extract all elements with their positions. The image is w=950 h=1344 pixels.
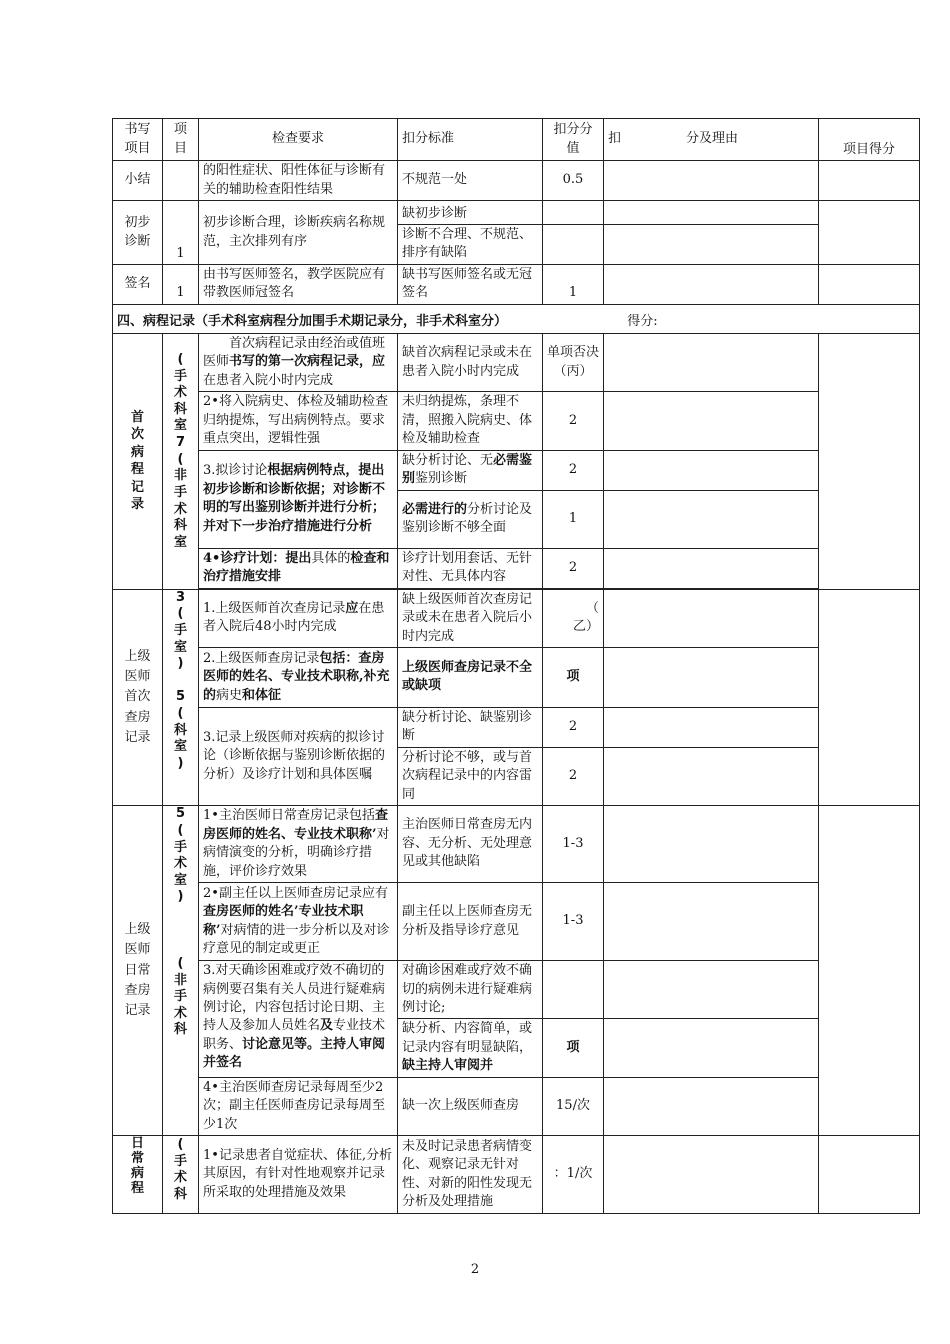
reason-cell[interactable] xyxy=(604,225,819,265)
header-requirement: 检查要求 xyxy=(199,119,398,161)
table-row xyxy=(113,961,920,1019)
table-row xyxy=(113,883,920,961)
header-reason: 扣 分及理由 xyxy=(604,119,819,161)
header-row xyxy=(113,119,920,161)
score-cell[interactable] xyxy=(819,265,920,305)
signature-value: 1 xyxy=(543,265,604,305)
table-row xyxy=(113,589,920,647)
reason-cell[interactable] xyxy=(604,1019,819,1077)
reason-cell[interactable] xyxy=(604,647,819,707)
senior-daily-name: 上级 医师 日常 查房 记录 xyxy=(124,922,151,1018)
summary-value: 0.5 xyxy=(543,161,604,201)
senior-first-val-3b: 2 xyxy=(543,747,604,805)
senior-first-req-1: 1.上级医师首次查房记录应在患者入院后48小时内完成 xyxy=(199,589,398,647)
table-row xyxy=(113,707,920,747)
senior-first-name: 上级 医师 首次 查房 记录 xyxy=(124,649,151,745)
table-row xyxy=(113,548,920,588)
reason-cell[interactable] xyxy=(604,747,819,805)
score-cell[interactable] xyxy=(819,589,920,806)
section-title: 四、病程记录（手术科室病程分加围手术期记录分，非手术科室分） xyxy=(117,314,508,330)
reason-cell[interactable] xyxy=(604,490,819,548)
reason-cell[interactable] xyxy=(604,201,819,225)
section-row xyxy=(113,304,920,333)
senior-daily-std-1: 主治医师日常查房无内容、无分析、无处理意见或其他缺陷 xyxy=(398,806,543,883)
header-standard: 扣分标准 xyxy=(398,119,543,161)
daily-course-name: 日 常 病 程 xyxy=(130,1136,144,1196)
first-course-std-2: 未归纳提炼，条理不清，照搬入院病史、体检及辅助检查 xyxy=(398,392,543,450)
header-item-name: 书写 项目 xyxy=(113,119,163,161)
score-cell[interactable] xyxy=(819,333,920,589)
reason-cell[interactable] xyxy=(604,548,819,588)
senior-first-std-3b: 分析讨论不够，或与首次病程记录中的内容雷同 xyxy=(398,747,543,805)
daily-course-val: ：1/次 xyxy=(543,1136,604,1214)
first-course-item: ( 手 术 科 室 7 ( 非 手 术 科 室 xyxy=(173,351,187,550)
senior-daily-val-4: 15/次 xyxy=(543,1077,604,1135)
first-course-val-3b: 1 xyxy=(543,490,604,548)
reason-cell[interactable] xyxy=(604,333,819,391)
table-row xyxy=(113,265,920,305)
table-row xyxy=(113,450,920,490)
table-row xyxy=(113,201,920,225)
empty-cell xyxy=(543,961,604,1019)
diagnosis-standard-2: 诊断不合理、不规范、排序有缺陷 xyxy=(402,227,533,261)
first-course-std-3b: 必需进行的分析讨论及鉴别诊断不够全面 xyxy=(398,490,543,548)
section-score-label: 得分: xyxy=(627,314,658,330)
daily-course-item: ( 手 术 科 xyxy=(173,1137,187,1203)
reason-cell[interactable] xyxy=(604,161,819,201)
header-deduct-value: 扣分分 值 xyxy=(543,119,604,161)
signature-standard: 缺书写医师签名或无冠签名 xyxy=(398,265,543,305)
senior-first-val-1: （ 乙） xyxy=(543,589,604,647)
first-course-req-3: 3.拟诊讨论根据病例特点，提出初步诊断和诊断依据；对诊断不明的写出鉴别诊断并进行分析；并对下一步治疗措施进行分析 xyxy=(199,450,398,548)
senior-daily-item: 5 ( 手 术 室 ) ( 非 手 术 科 xyxy=(173,806,187,1038)
diagnosis-requirement: 初步诊断合理，诊断疾病名称规范，主次排列有序 xyxy=(199,201,398,265)
senior-first-req-3: 3.记录上级医师对疾病的拟诊讨论（诊断依据与鉴别诊断依据的分析）及诊疗计划和具体医嘱 xyxy=(199,707,398,805)
first-course-req-2: 2•将入院病史、体检及辅助检查归纳提炼，写出病例特点。要求重点突出，逻辑性强 xyxy=(199,392,398,450)
senior-daily-req-4: 4•主治医师查房记录每周至少2次；副主任医师查房记录每周至少1次 xyxy=(199,1077,398,1135)
senior-first-std-2: 上级医师查房记录不全或缺项 xyxy=(398,647,543,707)
table-row xyxy=(113,1077,920,1135)
reason-cell[interactable] xyxy=(604,450,819,490)
reason-cell[interactable] xyxy=(604,1077,819,1135)
inspection-table xyxy=(112,118,920,1214)
score-cell[interactable] xyxy=(819,1136,920,1214)
senior-daily-std-3b: 缺分析、内容简单，或记录内容有明显缺陷，缺主持人审阅并 xyxy=(398,1019,543,1077)
senior-daily-val-1: 1-3 xyxy=(543,806,604,883)
senior-daily-val-2: 1-3 xyxy=(543,883,604,961)
summary-standard: 不规范一处 xyxy=(398,161,543,201)
header-item: 项 目 xyxy=(163,119,199,161)
senior-first-val-2: 项 xyxy=(543,647,604,707)
first-course-std-4: 诊疗计划用套话、无针对性、无具体内容 xyxy=(398,548,543,588)
reason-cell[interactable] xyxy=(604,589,819,647)
empty-cell xyxy=(163,161,199,201)
senior-daily-req-1: 1•主治医师日常查房记录包括查房医师的姓名、专业技术职称’对病情演变的分析，明确诊疗措施，评价诊疗效果 xyxy=(199,806,398,883)
table-row xyxy=(113,333,920,391)
reason-cell[interactable] xyxy=(604,806,819,883)
senior-daily-req-2: 2•副主任以上医师查房记录应有查房医师的姓名’专业技术职称’对病情的进一步分析以及对诊疗意见的制定或更正 xyxy=(199,883,398,961)
page-number: 2 xyxy=(470,1262,480,1277)
empty-cell xyxy=(543,225,604,265)
table-row xyxy=(113,161,920,201)
reason-cell[interactable] xyxy=(604,265,819,305)
first-course-std-1: 缺首次病程记录或未在患者入院小时内完成 xyxy=(398,333,543,391)
summary-requirement: 的阳性症状、阳性体征与诊断有关的辅助检查阳性结果 xyxy=(199,161,398,201)
empty-cell xyxy=(543,201,604,225)
table-row xyxy=(113,806,920,883)
first-course-val-3a: 2 xyxy=(543,450,604,490)
table-row xyxy=(113,1136,920,1214)
senior-first-std-3a: 缺分析讨论、缺鉴别诊断 xyxy=(398,707,543,747)
first-course-val-2: 2 xyxy=(543,392,604,450)
reason-cell[interactable] xyxy=(604,883,819,961)
signature-item: 1 xyxy=(163,265,199,305)
first-course-req-4: 4•诊疗计划：提出具体的检查和治疗措施安排 xyxy=(199,548,398,588)
senior-first-item: 3 ( 手 室 ) 5 ( 科 室 ) xyxy=(173,589,187,771)
senior-first-req-2: 2.上级医师查房记录包括：查房医师的姓名、专业技术职称,补充的病史和体征 xyxy=(199,647,398,707)
table-row xyxy=(113,392,920,450)
senior-daily-std-2: 副主任以上医师查房无分析及指导诊疗意见 xyxy=(398,883,543,961)
senior-daily-std-3a: 对确诊困难或疗效不确切的病例未进行疑难病例讨论; xyxy=(398,961,543,1019)
first-course-val-1: 单项否决（丙） xyxy=(543,333,604,391)
first-course-val-4: 2 xyxy=(543,548,604,588)
senior-first-std-1: 缺上级医师首次查房记录或未在患者入院后小时内完成 xyxy=(398,589,543,647)
first-course-std-3a: 缺分析讨论、无必需鉴别鉴别诊断 xyxy=(398,450,543,490)
row-name-summary: 小结 xyxy=(113,161,163,201)
senior-daily-std-4: 缺一次上级医师查房 xyxy=(398,1077,543,1135)
first-course-req-1: 首次病程记录由经治或值班医师书写的第一次病程记录，应在患者入院小时内完成 xyxy=(199,333,398,391)
score-cell[interactable] xyxy=(819,806,920,1136)
reason-cell[interactable] xyxy=(604,707,819,747)
diagnosis-standard-1: 缺初步诊断 xyxy=(398,201,543,225)
table-row xyxy=(113,647,920,707)
reason-cell[interactable] xyxy=(604,1136,819,1214)
reason-cell[interactable] xyxy=(604,961,819,1019)
daily-course-std: 未及时记录患者病情变化、观察记录无针对性、对新的阳性发现无分析及处理措施 xyxy=(398,1136,543,1214)
reason-cell[interactable] xyxy=(604,392,819,450)
daily-course-req: 1•记录患者自觉症状、体征,分析其原因，有针对性地观察并记录所采取的处理措施及效果 xyxy=(199,1136,398,1214)
first-course-name: 首 次 病 程 记 录 xyxy=(130,409,144,513)
score-cell[interactable] xyxy=(819,161,920,201)
diagnosis-item: 1 xyxy=(163,201,199,265)
signature-requirement: 由书写医师签名，教学医院应有带教医师冠签名 xyxy=(199,265,398,305)
senior-first-val-3a: 2 xyxy=(543,707,604,747)
senior-daily-val-3b: 项 xyxy=(543,1019,604,1077)
row-name-diagnosis: 初步 诊断 xyxy=(113,201,163,265)
row-name-signature: 签名 xyxy=(113,265,163,305)
senior-daily-req-3: 3.对天确诊困难或疗效不确切的病例要召集有关人员进行疑难病例讨论，内容包括讨论日期、主持人及参加人员姓名及专业技术职务、讨论意见等。主持人审阅并签名 xyxy=(199,961,398,1078)
header-score: 项目得分 xyxy=(819,119,920,161)
score-cell[interactable] xyxy=(819,201,920,265)
